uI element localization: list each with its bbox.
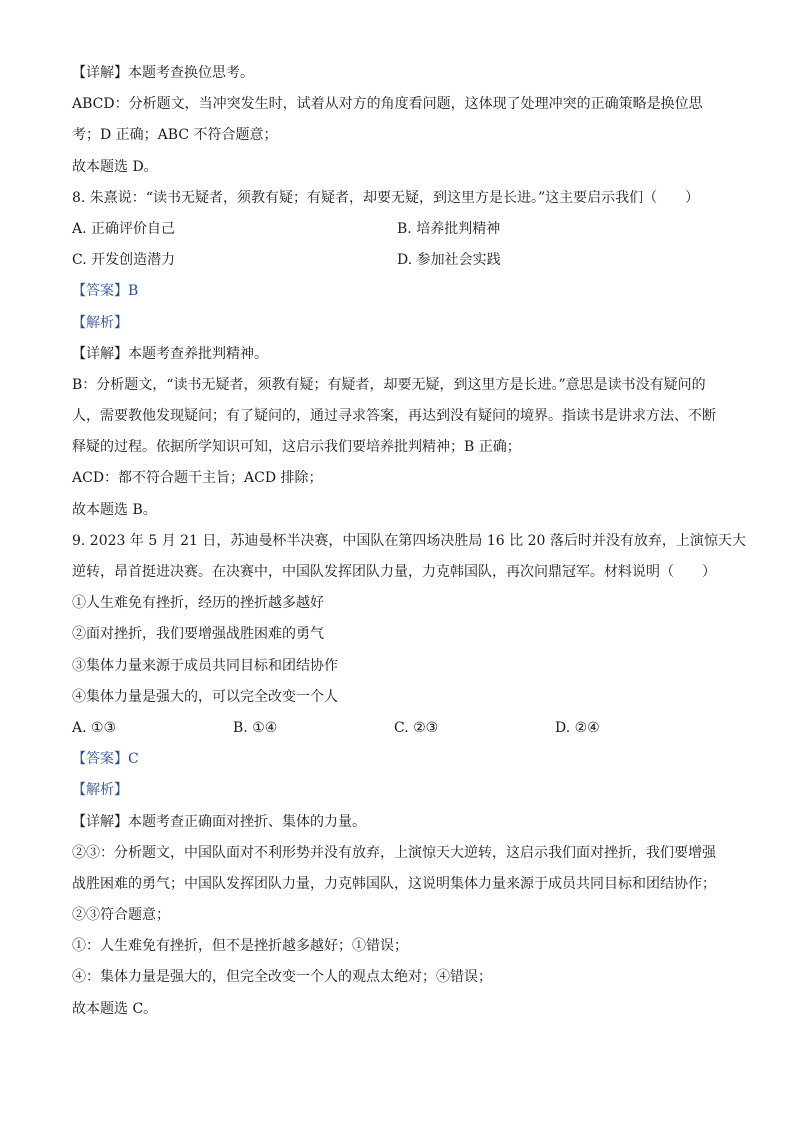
conclusion-text: 故本题选 D。 bbox=[72, 158, 158, 175]
question-8-stem: 8. 朱熹说：“读书无疑者，须教有疑；有疑者，却要无疑，到这里方是长进。”这主要启示我们（ ） bbox=[72, 189, 700, 206]
explanation-text: 考；D 正确；ABC 不符合题意； bbox=[72, 127, 278, 144]
explanation-text: ②③：分析题文，中国队面对不利形势并没有放弃，上演惊天大逆转，这启示我们面对挫折，我们要增强 bbox=[72, 844, 716, 861]
explanation-text: ①：人生难免有挫折，但不是挫折越多越好；①错误； bbox=[72, 938, 408, 955]
option-c: C. 开发创造潜力 bbox=[72, 252, 176, 269]
explanation-heading: 【详解】本题考查换位思考。 bbox=[72, 65, 254, 81]
conclusion-text: 故本题选 C。 bbox=[72, 1000, 158, 1017]
explanation-text: 释疑的过程。依据所学知识可知，这启示我们要培养批判精神；B 正确； bbox=[72, 439, 521, 456]
statement-4: ④集体力量是强大的，可以完全改变一个人 bbox=[72, 688, 338, 705]
document-page bbox=[72, 58, 746, 1025]
statement-3: ③集体力量来源于成员共同目标和团结协作 bbox=[72, 657, 338, 674]
explanation-heading: 【详解】本题考查正确面对挫折、集体的力量。 bbox=[72, 813, 366, 830]
analysis-label: 【解析】 bbox=[72, 782, 128, 799]
explanation-text: ACD：都不符合题干主旨；ACD 排除； bbox=[72, 470, 323, 487]
statement-2: ②面对挫折，我们要增强战胜困难的勇气 bbox=[72, 626, 324, 643]
question-9-stem: 9. 2023 年 5 月 21 日，苏迪曼杯半决赛，中国队在第四场决胜局 16 比 20 落后时并没有放弃，上演惊天大 bbox=[72, 532, 746, 549]
option-b: B. 培养批判精神 bbox=[397, 220, 501, 237]
question-9-options bbox=[72, 713, 722, 744]
question-8-options-row-1 bbox=[72, 214, 722, 245]
question-9-stem: 逆转，昂首挺进决赛。在决赛中，中国队发挥团队力量，力克韩国队，再次问鼎冠军。材料说明（ ） bbox=[72, 564, 716, 580]
option-d: D. 参加社会实践 bbox=[397, 252, 501, 269]
analysis-label: 【解析】 bbox=[72, 314, 128, 331]
answer-label: 【答案】B bbox=[72, 283, 139, 300]
option-c: C. ②③ bbox=[394, 719, 439, 736]
explanation-heading: 【详解】本题考查养批判精神。 bbox=[72, 345, 268, 362]
answer-label: 【答案】C bbox=[72, 751, 139, 768]
statement-1: ①人生难免有挫折，经历的挫折越多越好 bbox=[72, 595, 324, 612]
explanation-text: B：分析题文，“读书无疑者，须教有疑；有疑者，却要无疑，到这里方是长进。”意思是读书没有疑问的 bbox=[72, 376, 706, 393]
explanation-text: 人，需要教他发现疑问；有了疑问的，通过寻求答案，再达到没有疑问的境界。指读书是讲求方法、不断 bbox=[72, 408, 716, 425]
option-a: A. 正确评价自己 bbox=[72, 220, 176, 237]
option-a: A. ①③ bbox=[72, 719, 117, 736]
question-8-options-row-2 bbox=[72, 245, 722, 276]
explanation-text: ④：集体力量是强大的，但完全改变一个人的观点太绝对；④错误； bbox=[72, 969, 492, 986]
conclusion-text: 故本题选 B。 bbox=[72, 501, 157, 518]
explanation-text: ABCD：分析题文，当冲突发生时，试着从对方的角度看问题，这体现了处理冲突的正确策略是换位思 bbox=[72, 96, 703, 113]
option-b: B. ①④ bbox=[233, 719, 278, 736]
explanation-text: ②③符合题意； bbox=[72, 907, 170, 924]
explanation-text: 战胜困难的勇气；中国队发挥团队力量，力克韩国队，这说明集体力量来源于成员共同目标和团结协作； bbox=[72, 875, 716, 892]
option-d: D. ②④ bbox=[555, 719, 600, 736]
